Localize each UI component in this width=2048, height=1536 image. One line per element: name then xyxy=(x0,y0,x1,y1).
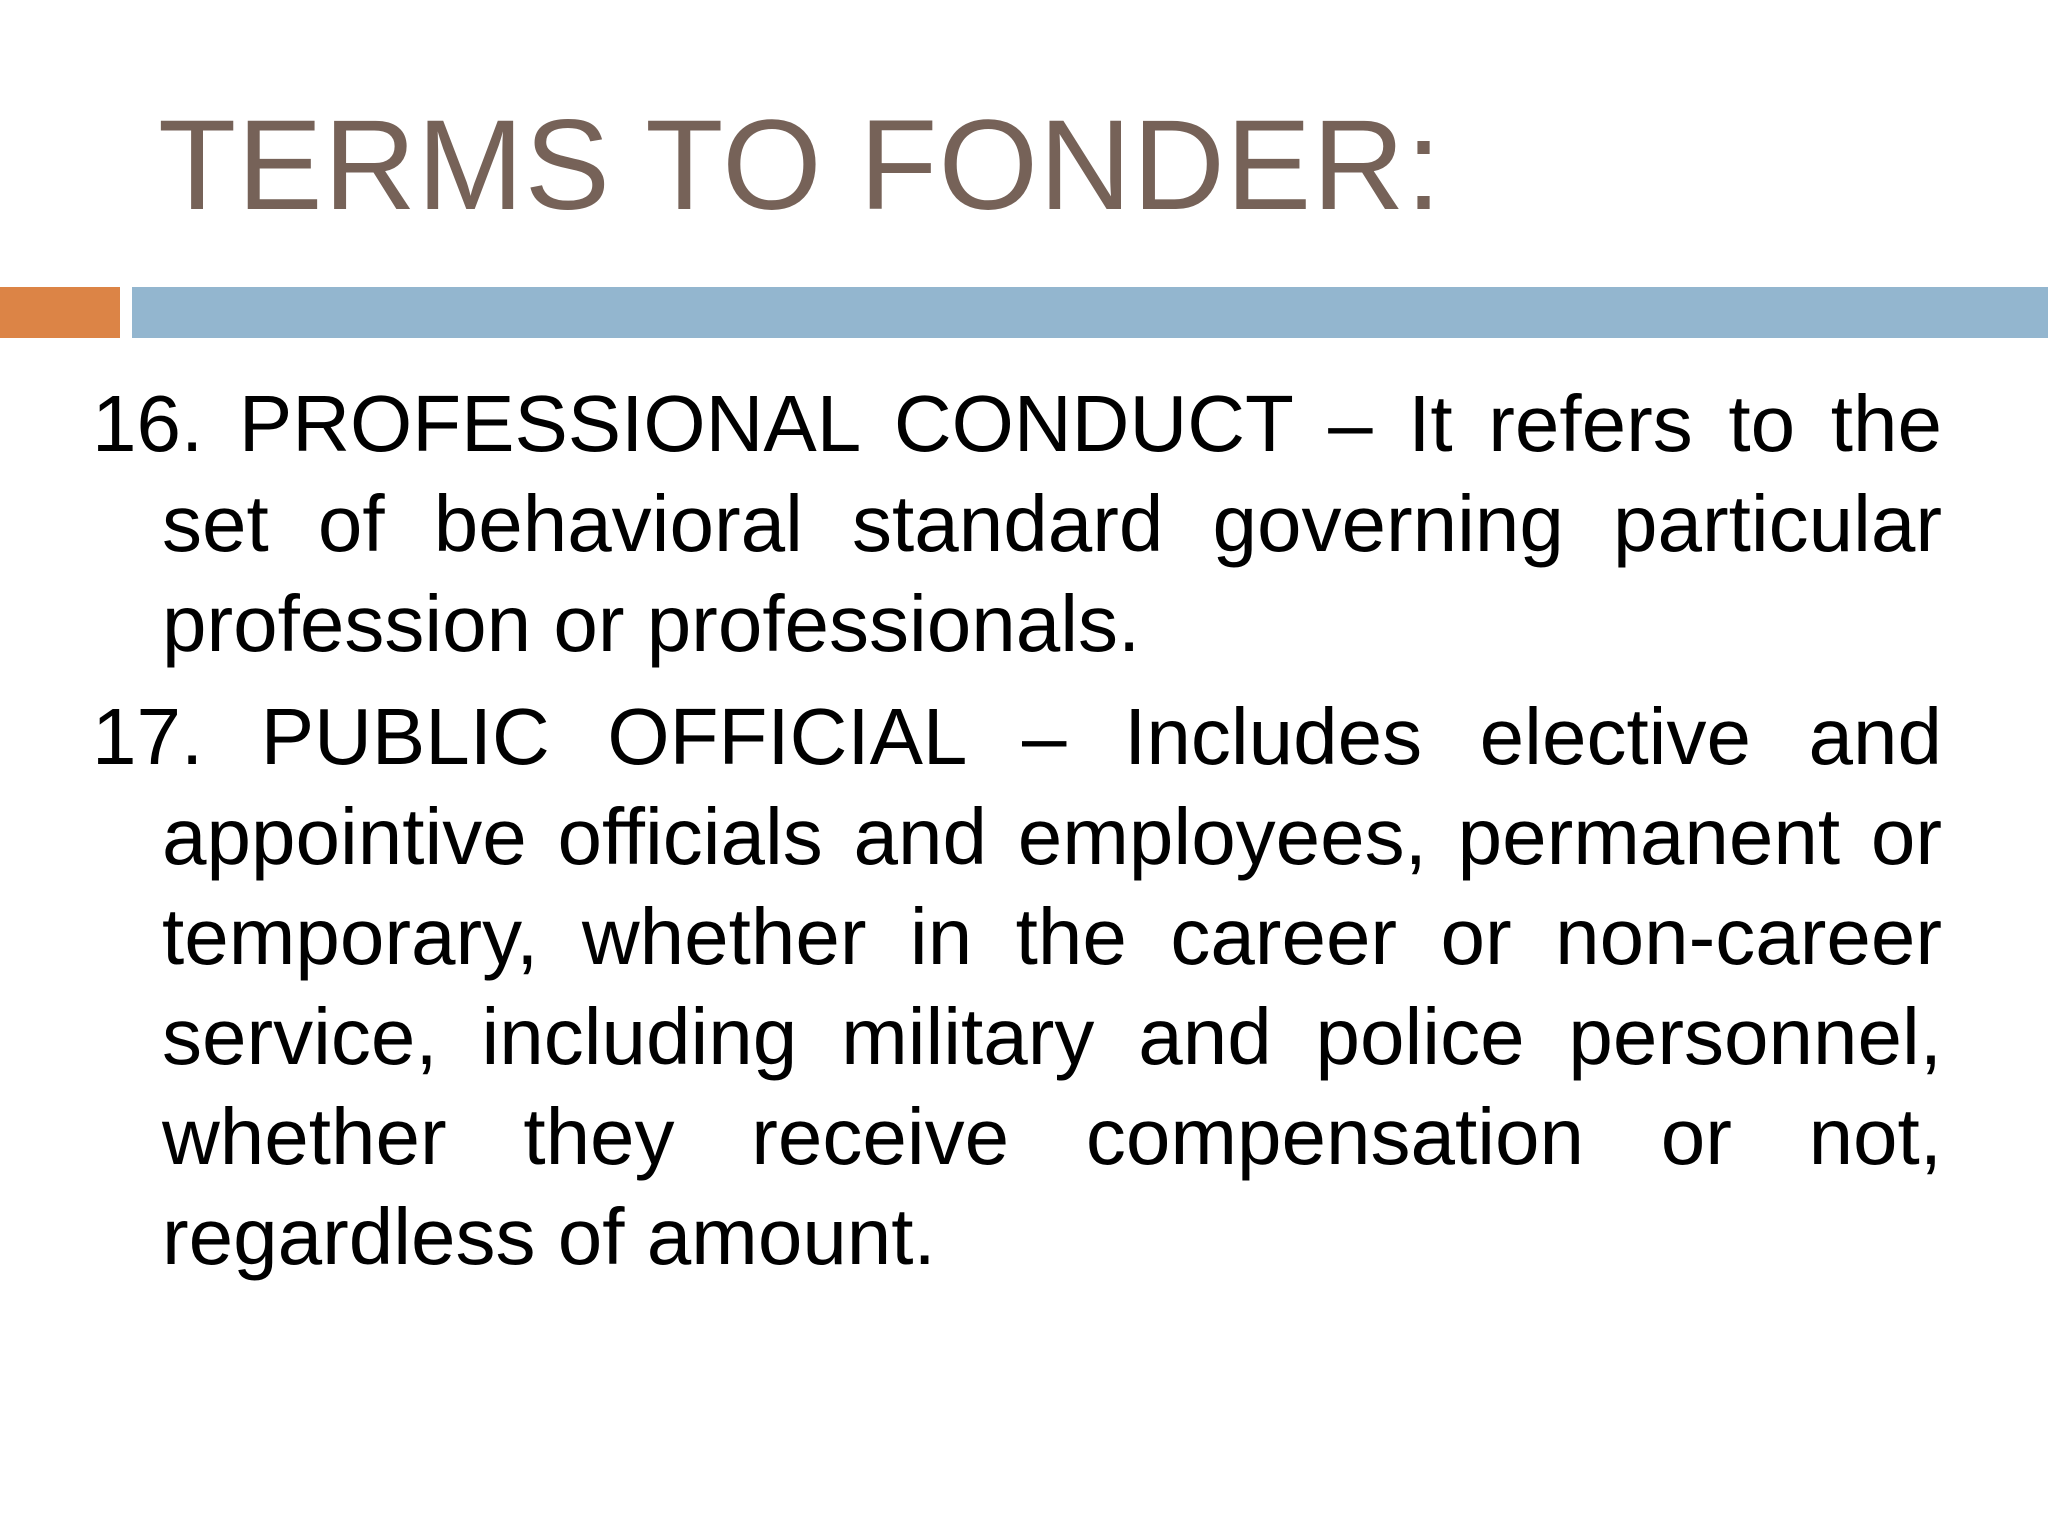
accent-bar-blue xyxy=(132,287,2048,338)
term-item-professional-conduct: 16. PROFESSIONAL CONDUCT – It refers to the set of behavioral standard governing particular profession or professionals. xyxy=(92,379,1942,668)
slide-title: TERMS TO FONDER: xyxy=(158,94,1443,237)
slide-body xyxy=(92,374,1942,1300)
term-item-public-official: 17. PUBLIC OFFICIAL – Includes elective and appointive officials and employees, permanent or temporary, whether in the career or non-career service, including military and police personnel, whether they receive compensation or not, regardless of amount. xyxy=(92,692,1942,1281)
accent-bar-orange xyxy=(0,287,120,338)
